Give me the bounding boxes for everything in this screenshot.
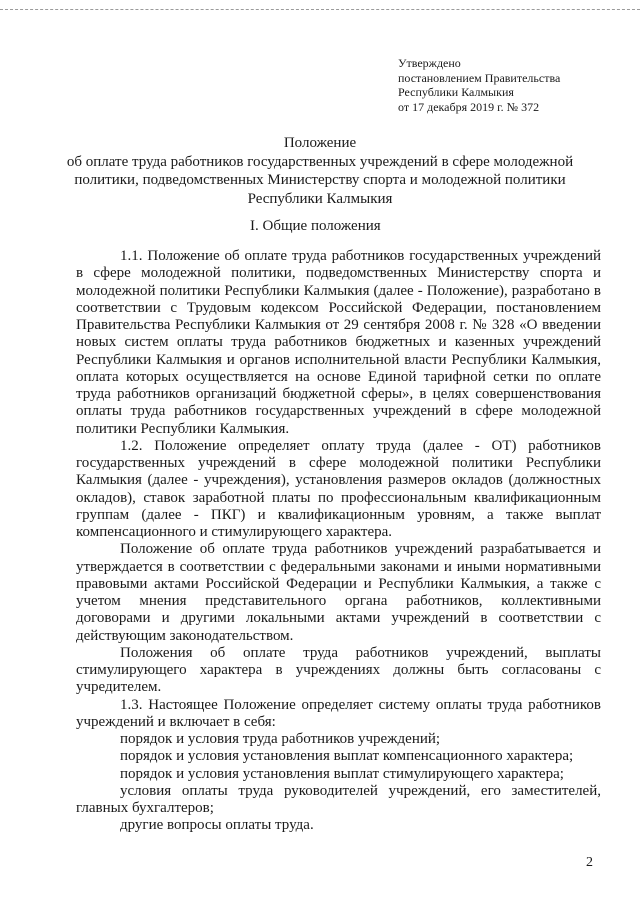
title-line: Положение: [283, 135, 357, 151]
list-item: порядок и условия установления выплат стимулирующего характера;: [120, 765, 564, 782]
list-item: другие вопросы оплаты труда.: [120, 817, 314, 834]
title-line: об оплате труда работников государственных учреждений в сфере молодежной: [66, 153, 574, 170]
paragraph: Положение об оплате труда работников учреждений разрабатывается и утверждается в соответствии с федеральными законами и иными нормативными правовыми актами Российской Федерации и Республики Калмыкия, а также с учетом мнения представительного органа работников, коллективными договорами и другими локальными актами учреждений в соответствии с действующим законодательством.: [76, 541, 601, 644]
document-body: [76, 248, 601, 835]
paragraph-1-3: 1.3. Настоящее Положение определяет систему оплаты труда работников учреждений и включает в себя:: [76, 696, 601, 730]
list-item: условия оплаты труда руководителей учреждений, его заместителей, главных бухгалтеров;: [76, 782, 601, 816]
list-item: порядок и условия установления выплат компенсационного характера;: [120, 748, 574, 765]
title-line: Республики Калмыкия: [247, 190, 393, 207]
document-title: [60, 134, 580, 208]
paragraph-1-1: 1.1. Положение об оплате труда работников государственных учреждений в сфере молодежной политики, подведомственных Министерству спорта и молодежной политики Республики Калмыкия (далее - Положение), разработано в соответствии с Трудовым кодексом Российской Федерации, постановлением Правительства Республики Калмыкия от 29 сентября 2008 г. № 328 «О введении новых систем оплаты труда работников бюджетных и казенных учреждений Республики Калмыкия и органов исполнительной власти Республики Калмыкия, оплата которых осуществляется на основе Единой тарифной сетки по оплате труда работников организаций бюджетной сферы», в целях совершенствования оплаты труда работников государственных учреждений в сфере молодежной политики Республики Калмыкия.: [76, 248, 601, 437]
approval-stamp: [398, 56, 628, 114]
scan-edge: [0, 9, 640, 10]
list-item: порядок и условия труда работников учреждений;: [120, 731, 441, 747]
paragraph: Положения об оплате труда работников учреждений, выплаты стимулирующего характера в учреждениях должны быть согласованы с учредителем.: [76, 644, 601, 696]
paragraph-1-2: 1.2. Положение определяет оплату труда (далее - ОТ) работников государственных учреждений в сфере молодежной политики Республики Калмыкия (далее - учреждения), установления размеров окладов (должностных окладов), ставок заработной платы по профессиональным квалификационным группам (далее - ПКГ) и квалификационным уровням, а также выплат компенсационного и стимулирующего характера.: [76, 437, 601, 540]
approval-line: постановлением Правительства: [398, 70, 561, 85]
approval-line: от 17 декабря 2019 г. № 372: [398, 99, 540, 114]
approval-line: Республики Калмыкия: [398, 85, 514, 99]
title-line: политики, подведомственных Министерству спорта и молодежной политики: [74, 172, 566, 188]
approval-line: Утверждено: [398, 56, 461, 70]
page-number: 2: [586, 855, 593, 870]
section-heading: I. Общие положения: [250, 218, 381, 234]
